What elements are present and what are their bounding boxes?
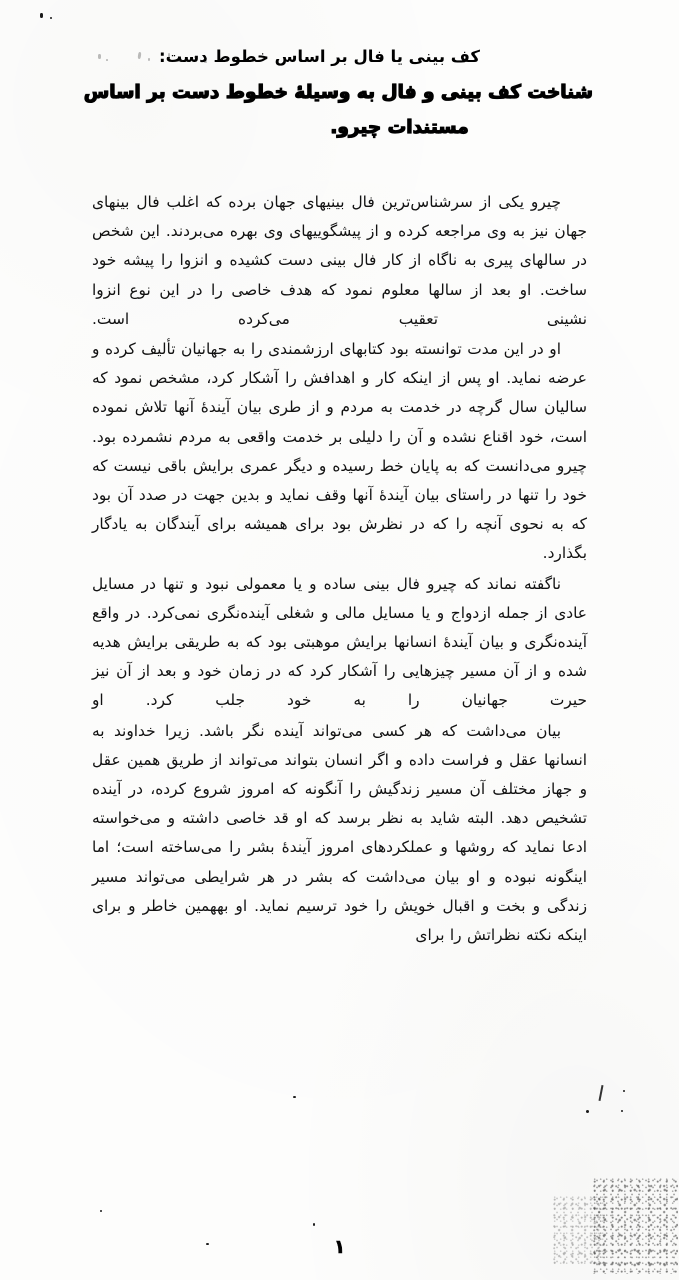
scan-speck <box>621 1110 623 1112</box>
title-line-primary: کف بینی یا فال بر اساس خطوط دست: <box>158 47 481 66</box>
paragraph: چیرو یکی از سرشناس‌ترین فال بینیهای جهان برده که اغلب فال بینهای جهان نیز به وی مراجعه کرده و از پیشگوییهای وی بهره می‌بردند. این شخص در سالهای پیری به ناگاه از کار فال بینی دست کشیده و انزوا را پیشه خود ساخت. او بعد از سالها معلوم نمود که هدف خاصی را در این نوع انزوا نشینی تعقیب می‌کرده است. <box>92 193 587 328</box>
scan-speck <box>100 1210 102 1212</box>
title-line-subtitle-a: شناخت کف بینی و فال به وسیلهٔ خطوط دست بر اساس <box>83 82 593 103</box>
paragraph: بیان می‌داشت که هر کسی می‌تواند آینده نگر باشد. زیرا خداوند به انسانها عقل و فراست داده و اگر انسان بتواند می‌تواند از طریق همین عقل و جهاز مختلف آن مسیر زندگیش را آنگونه که امروز شروع کرده، در آینده تشخیص دهد. البته شاید به نظر برسد که او قد خاصی داشته و می‌خواسته ادعا نماید که روشها و عملکردهای امروز آیندهٔ بشر را می‌ساخته است؛ اما اینگونه نبوده و او بیان می‌داشت که بشر در هر شرایطی می‌تواند مسیر زندگی و بخت و اقبال خویش را خود ترسیم نماید. او بههمین خاطر و برای اینکه نکته نظراتش را برای <box>92 721 587 945</box>
scan-speck <box>623 1090 625 1092</box>
scan-speck <box>293 1096 296 1098</box>
scan-dirt-smudge <box>592 1178 678 1274</box>
title-line-subtitle-b: مستندات چیرو. <box>330 117 469 138</box>
body-text <box>92 188 587 951</box>
scan-speck-top-left <box>40 13 43 18</box>
page-number: ۱ <box>333 1236 346 1258</box>
page-title <box>83 44 593 143</box>
stray-pen-mark-icon <box>598 1085 603 1101</box>
scan-speck <box>313 1223 315 1226</box>
paragraph: ناگفته نماند که چیرو فال بینی ساده و یا معمولی نبود و تنها در مسایل عادی از جمله ازدواج و یا مسایل مالی و شغلی آینده‌نگری نمی‌کرد. در واقع آینده‌نگری و بیان آیندهٔ انسانها برایش موهبتی بود که به طریقی برایش هدیه شده و از آن مسیر چیزهایی را آشکار کرد که در زمان خود و بعد از آن نیز حیرت جهانیان را به خود جلب کرد. او <box>92 574 587 710</box>
scan-speck <box>586 1110 589 1113</box>
paragraph: او در این مدت توانسته بود کتابهای ارزشمندی را به جهانیان تألیف کرده و عرضه نماید. او پس از اینکه کار و اهدافش را آشکار کرد، مشخص نمود که سالیان سال گرچه در خدمت به مردم و از طری بیان آیندهٔ آنها تلاش نموده است، خود اقناع نشده و آن را دلیلی بر خدمت واقعی به مردم نشمرده بود. چیرو می‌دانست که به پایان خط رسیده و دیگر عمری برایش باقی نیست که خود را تنها در راستای بیان آیندهٔ آنها وقف نماید و بدین جهت در صدد آن بود که به نحوی آنچه را که در نظرش بود برای همیشه برای آیندگان به یادگار بگذارد. <box>92 340 587 563</box>
scan-speck-top-left-dot <box>50 17 52 19</box>
